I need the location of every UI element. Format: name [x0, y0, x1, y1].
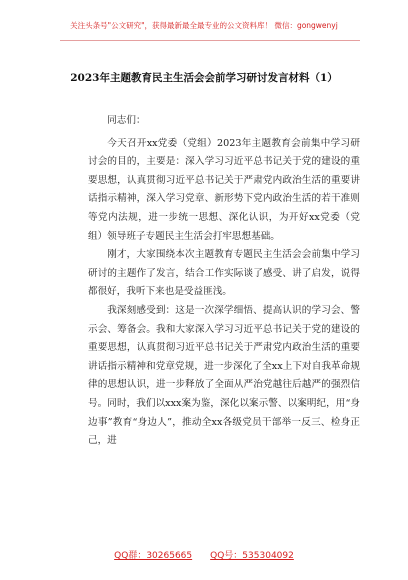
footer-contact [0, 548, 408, 561]
paragraph-2: 刚才，大家围绕本次主题教育专题民主生活会会前集中学习研讨的主题作了发言，结合工作实际谈了感受、讲了启发，说得都很好，我听下来也是受益匪浅。 [88, 249, 360, 298]
paragraph-3: 我深刻感受到：这是一次深学细悟、提高认识的学习会、警示会、筹备会。我和大家深入学习习近平总书记关于党的建设的重要思想，认真贯彻习近平总书记关于严肃党内政治生活的重要讲话指示精神和党章党规，进一步深化了全xx上下对自我革命规律的思想认识，进一步释放了全面从严治党越往后越严的强烈信号。同时，我们以xxx案为鉴，深化以案示警、以案明纪，用“身边事”教育“身边人”，推动全xx各级党员干部举一反三、检身正己，进 [88, 304, 360, 447]
paragraph-1: 今天召开xx党委（党组）2023年主题教育会前集中学习研讨会的目的，主要是：深入学习习近平总书记关于党的建设的重要思想，认真贯彻习近平总书记关于严肃党内政治生活的重要讲话指示精神，深入学习党章、新形势下党内政治生活的若干准则等党内法规，进一步统一思想、深化认识，为开好xx党委（党组）领导班子专题民主生活会打牢思想基础。 [88, 137, 360, 242]
header-divider [60, 40, 360, 41]
salutation: 同志们： [107, 115, 146, 126]
footer-qq-number: QQ号：535304092 [210, 551, 294, 561]
document-title: 2023年主题教育民主生活会会前学习研讨发言材料（1） [70, 72, 338, 84]
header-banner: 关注头条号"公文研究"，获得最新最全最专业的公文资料库！ 微信：gongwenyj [70, 21, 338, 30]
document-body [88, 112, 360, 451]
footer-qq-group: QQ群：30265665 [114, 551, 193, 561]
